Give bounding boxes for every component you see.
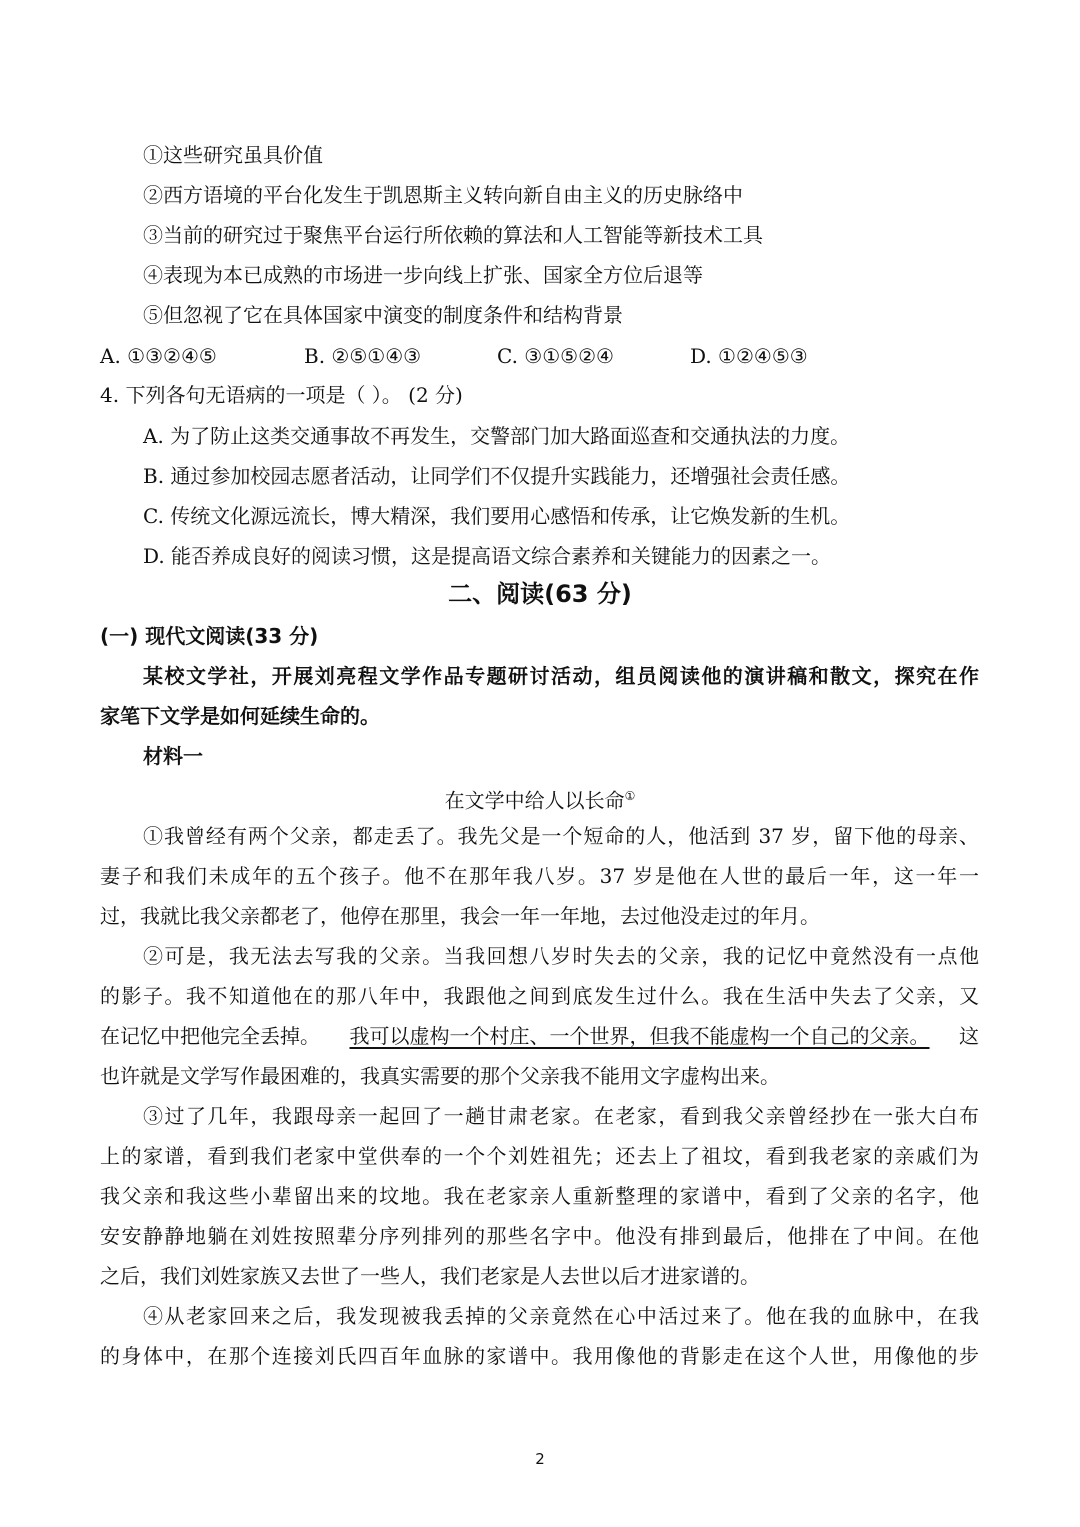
p2-line-4: 也许就是文学写作最困难的，我真实需要的那个父亲我不能用文字虚构出来。 xyxy=(100,1064,780,1088)
material-label: 材料一 xyxy=(143,744,203,768)
p2-underlined-sentence: 我可以虚构一个村庄、一个世界，但我不能虚构一个自己的父亲。 xyxy=(349,1024,930,1048)
p1-line-3: 过，我就比我父亲都老了，他停在那里，我会一年一年地，去过他没走过的年月。 xyxy=(100,904,820,928)
section-intro-line-1: 某校文学社，开展刘亮程文学作品专题研讨活动，组员阅读他的演讲稿和散文，探究在作 xyxy=(143,664,979,688)
p3-line-3: 我父亲和我这些小辈留出来的坟地。我在老家亲人重新整理的家谱中，看到了父亲的名字，他 xyxy=(100,1184,979,1208)
q3-options xyxy=(100,342,900,372)
q3-option-c: C. ③①⑤②④ xyxy=(497,344,614,368)
q4-option-a: A. 为了防止这类交通事故不再发生，交警部门加大路面巡查和交通执法的力度。 xyxy=(143,424,851,448)
p3-line-4: 安安静静地躺在刘姓按照辈分序列排列的那些名字中。他没有排到最后，他排在了中间。在他 xyxy=(100,1224,979,1248)
p3-line-1: ③过了几年，我跟母亲一起回了一趟甘肃老家。在老家，看到我父亲曾经抄在一张大白布 xyxy=(143,1104,979,1128)
article-title xyxy=(0,782,1080,815)
q4-stem: 4. 下列各句无语病的一项是（ ）。 (2 分) xyxy=(100,383,463,407)
q3-item-2: ②西方语境的平台化发生于凯恩斯主义转向新自由主义的历史脉络中 xyxy=(143,183,743,207)
section-intro-line-2: 家笔下文学是如何延续生命的。 xyxy=(100,704,380,728)
q3-item-3: ③当前的研究过于聚焦平台运行所依赖的算法和人工智能等新技术工具 xyxy=(143,223,763,247)
p1-line-1: ①我曾经有两个父亲，都走丢了。我先父是一个短命的人，他活到 37 岁，留下他的母亲、 xyxy=(143,824,979,848)
p2-line-3-tail: 这 xyxy=(959,1024,979,1048)
q3-option-d: D. ①②④⑤③ xyxy=(690,344,808,368)
p2-line-3-lead: 在记忆中把他完全丢掉。 xyxy=(100,1024,320,1048)
q3-item-1: ①这些研究虽具价值 xyxy=(143,143,323,167)
p2-line-1: ②可是，我无法去写我的父亲。当我回想八岁时失去的父亲，我的记忆中竟然没有一点他 xyxy=(143,944,979,968)
q4-option-c: C. 传统文化源远流长，博大精深，我们要用心感悟和传承，让它焕发新的生机。 xyxy=(143,504,851,528)
q3-item-5: ⑤但忽视了它在具体国家中演变的制度条件和结构背景 xyxy=(143,303,623,327)
article-title-footnote-mark: ① xyxy=(624,789,636,803)
p4-line-2: 的身体中，在那个连接刘氏四百年血脉的家谱中。我用像他的背影走在这个人世，用像他的步 xyxy=(100,1344,979,1368)
p3-line-2: 上的家谱，看到我们老家中堂供奉的一个个刘姓祖先；还去上了祖坟，看到我老家的亲戚们为 xyxy=(100,1144,979,1168)
q3-option-a: A. ①③②④⑤ xyxy=(100,344,217,368)
p1-line-2: 妻子和我们未成年的五个孩子。他不在那年我八岁。37 岁是他在人世的最后一年，这一年一 xyxy=(100,864,979,888)
p2-line-2: 的影子。我不知道他在的那八年中，我跟他之间到底发生过什么。我在生活中失去了父亲，又 xyxy=(100,984,979,1008)
q3-option-b: B. ②⑤①④③ xyxy=(304,344,422,368)
q4-option-d: D. 能否养成良好的阅读习惯，这是提高语文综合素养和关键能力的因素之一。 xyxy=(143,544,832,568)
section-title: 二、阅读(63 分) xyxy=(448,580,632,608)
q4-option-b: B. 通过参加校园志愿者活动，让同学们不仅提升实践能力，还增强社会责任感。 xyxy=(143,464,851,488)
q3-item-4: ④表现为本已成熟的市场进一步向线上扩张、国家全方位后退等 xyxy=(143,263,703,287)
page-number: 2 xyxy=(535,1450,545,1468)
p4-line-1: ④从老家回来之后，我发现被我丢掉的父亲竟然在心中活过来了。他在我的血脉中，在我 xyxy=(143,1304,979,1328)
p3-line-5: 之后，我们刘姓家族又去世了一些人，我们老家是人去世以后才进家谱的。 xyxy=(100,1264,760,1288)
article-title-text: 在文学中给人以长命 xyxy=(444,788,625,813)
section-subtitle: (一) 现代文阅读(33 分) xyxy=(100,624,319,648)
p2-line-3 xyxy=(100,1022,979,1050)
